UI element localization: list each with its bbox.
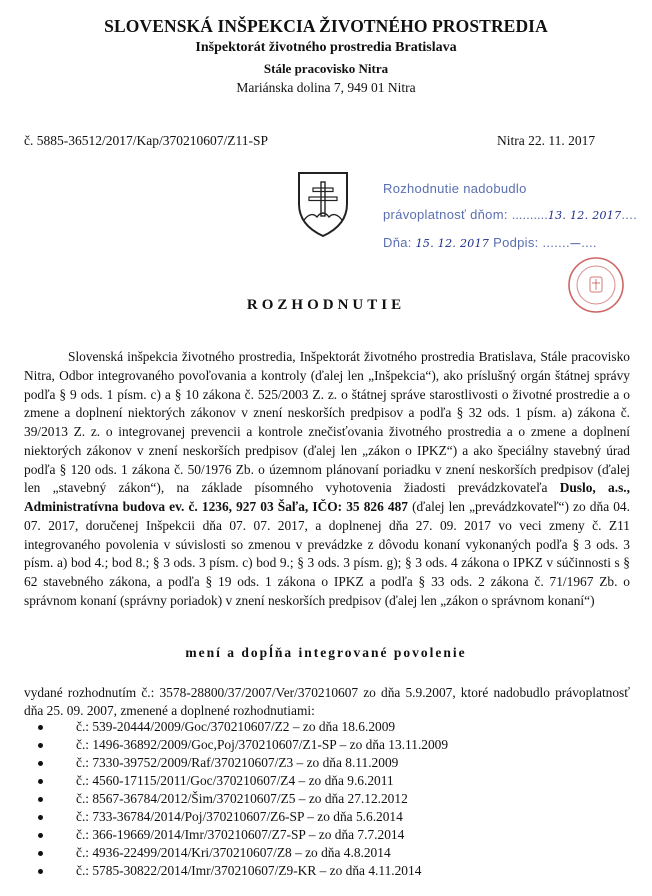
- list-item: č.: 5785-30822/2014/Imr/370210607/Z9-KR – zo dňa 4.11.2014: [24, 862, 448, 880]
- bullet-icon: [38, 779, 43, 784]
- document-title: ROZHODNUTIE: [246, 297, 406, 313]
- coat-of-arms-icon: [296, 170, 350, 238]
- validity-stamp-line2-label: právoplatnosť dňom: ..........13. 12. 2017....: [383, 207, 638, 222]
- validity-date: 13. 12. 2017: [547, 209, 622, 222]
- body-text-b: (ďalej len „prevádzkovateľ“) zo dňa 04. 07. 2017, doručenej Inšpekcii dňa 07. 07. 2017, a doplnenej dňa 27. 09. 2017 vo veci zmeny č. Z11 integrovaného povolenia v súvislosti so zmenou v prevádzke z dôvodu konaní vykonaných podľa § 3 ods. 3 písm. a) bod 4.; bod 8.; § 3 ods. 3 písm. c) bod 9.; § 3 ods. 3 písm. g); § 3 ods. 4 zákona o IPKZ v súčinnosti s § 62 stavebného zákona, a podľa § 19 ods. 1 zákona o IPKZ a podľa § 33 ods. 2 zákona č. 71/1967 Zb. o správnom konaní (správny poriadok) v znení neskorších predpisov (ďalej len „zákon o správnom konaní“): [24, 499, 630, 608]
- address: Mariánska dolina 7, 949 01 Nitra: [236, 80, 416, 95]
- bullet-icon: [38, 797, 43, 802]
- list-item: č.: 1496-36892/2009/Goc,Poj/370210607/Z1-SP – zo dňa 13.11.2009: [24, 736, 448, 754]
- bullet-icon: [38, 851, 43, 856]
- validity-stamp-line3: Dňa: 15. 12. 2017 Podpis: .......—....: [383, 235, 597, 250]
- decision-subtitle: mení a dopĺňa integrované povolenie: [185, 645, 467, 660]
- operator-details: Duslo, a.s., Administratívna budova ev. č. 1236, 927 03 Šaľa, IČO: 35 826 487: [24, 480, 631, 514]
- bullet-icon: [38, 725, 43, 730]
- list-item: č.: 366-19669/2014/Imr/370210607/Z7-SP – zo dňa 7.7.2014: [24, 826, 448, 844]
- organization-name: SLOVENSKÁ INŠPEKCIA ŽIVOTNÉHO PROSTREDIA: [104, 16, 548, 36]
- branch-name: Stále pracovisko Nitra: [263, 61, 389, 76]
- validity-stamp-label: právoplatnosť dňom:: [383, 207, 508, 222]
- bullet-icon: [38, 833, 43, 838]
- body-paragraph: [24, 348, 630, 611]
- bullet-icon: [38, 761, 43, 766]
- body-text-a: Slovenská inšpekcia životného prostredia, Inšpektorát životného prostredia Bratislava, Stále pracovisko Nitra, Odbor integrovaného povoľovania a kontroly (ďalej len „Inšpekcia“), ako príslušný orgán štátnej správy podľa § 9 ods. 1 písm. c) a § 10 zákona č. 525/2003 Z. z. o štátnej správe starostlivosti o životné prostredie a o zmene a doplnení niektorých zákonov v znení neskorších predpisov a podľa § 32 ods. 1 písm. a) zákona č. 39/2013 Z. z. o integrovanej prevencii a kontrole znečisťovania životného prostredia a o zmene a doplnení niektorých zákonov v znení neskorších predpisov (ďalej len „zákon o IPKZ“) a ako špeciálny stavebný úrad podľa § 120 ods. 1 zákona č. 50/1976 Zb. o územnom plánovaní poriadku v znení neskorších predpisov (ďalej len „stavebný zákon“), na základe písomného vyhotovenia žiadosti prevádzkovateľa: [24, 349, 630, 496]
- reference-number: č. 5885-36512/2017/Kap/370210607/Z11-SP: [24, 133, 268, 148]
- list-item: č.: 733-36784/2014/Poj/370210607/Z6-SP – zo dňa 5.6.2014: [24, 808, 448, 826]
- stamp-day-label: Dňa:: [383, 235, 412, 250]
- list-item: č.: 4560-17115/2011/Goc/370210607/Z4 – zo dňa 9.6.2011: [24, 772, 448, 790]
- list-item: č.: 8567-36784/2012/Šim/370210607/Z5 – zo dňa 27.12.2012: [24, 790, 448, 808]
- inspectorate-name: Inšpektorát životného prostredia Bratislava: [195, 40, 457, 55]
- list-item: č.: 539-20444/2009/Goc/370210607/Z2 – zo dňa 18.6.2009: [24, 718, 448, 736]
- stamp-day-value: 15. 12. 2017: [415, 237, 490, 250]
- bullet-icon: [38, 869, 43, 874]
- stamp-sign-value: —: [569, 237, 582, 250]
- list-item: č.: 4936-22499/2014/Kri/370210607/Z8 – zo dňa 4.8.2014: [24, 844, 448, 862]
- list-item: č.: 7330-39752/2009/Raf/370210607/Z3 – zo dňa 8.11.2009: [24, 754, 448, 772]
- stamp-sign-label: Podpis:: [493, 235, 539, 250]
- permit-paragraph: vydané rozhodnutím č.: 3578-28800/37/2007/Ver/370210607 zo dňa 5.9.2007, ktoré nadobudlo právoplatnosť dňa 25. 09. 2007, zmenené a doplnené rozhodnutiami:: [24, 685, 630, 718]
- place-date: Nitra 22. 11. 2017: [497, 133, 596, 148]
- bullet-icon: [38, 743, 43, 748]
- decisions-list: [24, 718, 448, 880]
- validity-stamp-line1: Rozhodnutie nadobudlo: [383, 181, 527, 196]
- bullet-icon: [38, 815, 43, 820]
